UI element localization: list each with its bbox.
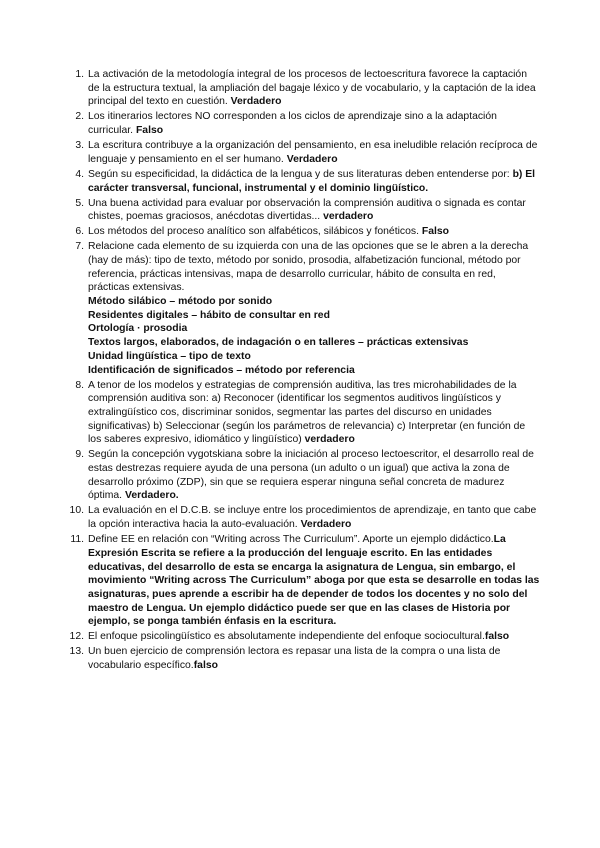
question-text: La evaluación en el D.C.B. se incluye entre los procedimientos de aprendizaje, en tanto que cabe la opción interactiva hacia la auto-evaluación. <box>88 505 537 531</box>
match-answer: Identificación de significados – método por referencia <box>88 364 355 376</box>
question-text: Un buen ejercicio de comprensión lectora es repasar una lista de la compra o una lista de vocabulario específico. <box>88 646 501 672</box>
question-number: 12. <box>69 631 84 643</box>
match-answer: Unidad lingüística – tipo de texto <box>88 350 251 362</box>
question-text: El enfoque psicolingüístico es absolutamente independiente del enfoque sociocultural. <box>88 631 485 643</box>
question-answer: Verdadero <box>300 519 352 531</box>
question-item <box>75 139 540 166</box>
question-item <box>70 533 540 629</box>
question-item <box>75 68 540 109</box>
question-answer: falso <box>484 631 510 643</box>
question-number: 4. <box>75 168 84 180</box>
question-number: 9. <box>75 449 84 461</box>
question-answer: b) El carácter transversal, funcional, instrumental y el dominio lingüístico. <box>88 168 536 194</box>
question-answer: Verdadero. <box>124 490 179 502</box>
question-text: Define EE en relación con “Writing across The Curriculum”. Aporte un ejemplo didáctico. <box>88 534 494 546</box>
question-answer: Falso <box>421 226 449 238</box>
question-number: 5. <box>75 197 84 209</box>
question-text: Los itinerarios lectores NO corresponden a los ciclos de aprendizaje sino a la adaptación curricular. <box>88 111 497 137</box>
question-text: La activación de la metodología integral de los procesos de lectoescritura favorece la captación de la estructura textual, la ampliación del bagaje léxico y de vocabulario, y la captación de la idea principal del texto en cuestión. <box>88 69 536 108</box>
question-item <box>75 197 540 224</box>
question-answer: Falso <box>135 125 164 137</box>
question-number: 10. <box>69 505 84 517</box>
question-answer: verdadero <box>304 434 355 446</box>
question-number: 7. <box>75 241 84 253</box>
question-answer: falso <box>193 660 218 672</box>
question-item <box>69 630 540 644</box>
question-text: A tenor de los modelos y estrategias de comprensión auditiva, las tres microhabilidades de la comprensión auditiva son: a) Reconocer (identificar los segmentos auditivos lingüísticos y extralingüístico cos, discriminar sonidos, segmentar las partes del discurso en unidades significativas) b) Seleccionar (según los parámetros de relevancia) c) Interpretar (en función de los saberes expresivo, idiomático y lingüístico) <box>88 379 526 446</box>
question-number: 3. <box>75 140 84 152</box>
question-answer: La Expresión Escrita se refiere a la producción del lenguaje escrito. En las entidades educativas, del desarrollo de esta se encarga la asignatura de Lengua, sin embargo, el movimiento “Writing across The Curriculum” aboga por que esta se desarrolle en todas las asignaturas, pues aprende a escribir ha de depender de todos los docentes y no solo del maestro de Lengua. Un ejemplo didáctico puede ser que en las clases de Historia por ejemplo, se ponga también énfasis en la escritura. <box>88 534 540 628</box>
question-number: 8. <box>75 379 84 391</box>
question-text: Según la concepción vygotskiana sobre la iniciación al proceso lectoescritor, el desarrollo real de estas destrezas requiere ayuda de una persona (un adulto o un igual) que activa la zona de desarrollo próximo (ZDP), sin que se requiera esperar ninguna señal concreta de madurez óptima. <box>88 449 534 502</box>
question-item <box>69 504 540 531</box>
question-item <box>69 645 540 672</box>
question-number: 13. <box>69 646 84 658</box>
question-number: 6. <box>75 226 84 238</box>
question-item <box>75 110 540 137</box>
question-text: Relacione cada elemento de su izquierda con una de las opciones que se le abren a la derecha (hay de más): tipo de texto, método por sonido, prosodia, alfabetización funcional, método por referencia, prácticas intensivas, mapa de desarrollo curricular, hábito de consulta en red, prácticas extensivas. <box>88 241 529 294</box>
match-answer: Textos largos, elaborados, de indagación o en talleres – prácticas extensivas <box>88 337 469 349</box>
question-number: 11. <box>70 534 84 546</box>
question-item <box>75 225 540 239</box>
question-answer: verdadero <box>323 211 374 223</box>
question-item <box>75 240 540 377</box>
question-number: 2. <box>75 111 84 123</box>
question-text: Según su especificidad, la didáctica de la lengua y de sus literaturas deben entenderse por: <box>88 168 513 180</box>
question-answer: Verdadero <box>286 153 338 165</box>
question-answer: Verdadero <box>230 96 282 108</box>
question-item <box>75 448 540 503</box>
question-item <box>75 379 540 448</box>
question-number: 1. <box>75 69 84 80</box>
question-text: Una buena actividad para evaluar por observación la comprensión auditiva o signada es contar chistes, poemas graciosos, anécdotas divertidas... <box>88 197 526 223</box>
question-list <box>69 68 540 673</box>
question-text: La escritura contribuye a la organización del pensamiento, en esa ineludible relación recíproca de lenguaje y pensamiento en el ser humano. <box>88 140 538 165</box>
match-answer: Residentes digitales – hábito de consultar en red <box>88 309 330 321</box>
question-text: Los métodos del proceso analítico son alfabéticos, silábicos y fonéticos. <box>88 226 422 238</box>
match-answer: Ortología · prosodia <box>88 323 188 335</box>
match-answer: Método silábico – método por sonido <box>88 296 273 308</box>
question-item <box>75 168 540 195</box>
